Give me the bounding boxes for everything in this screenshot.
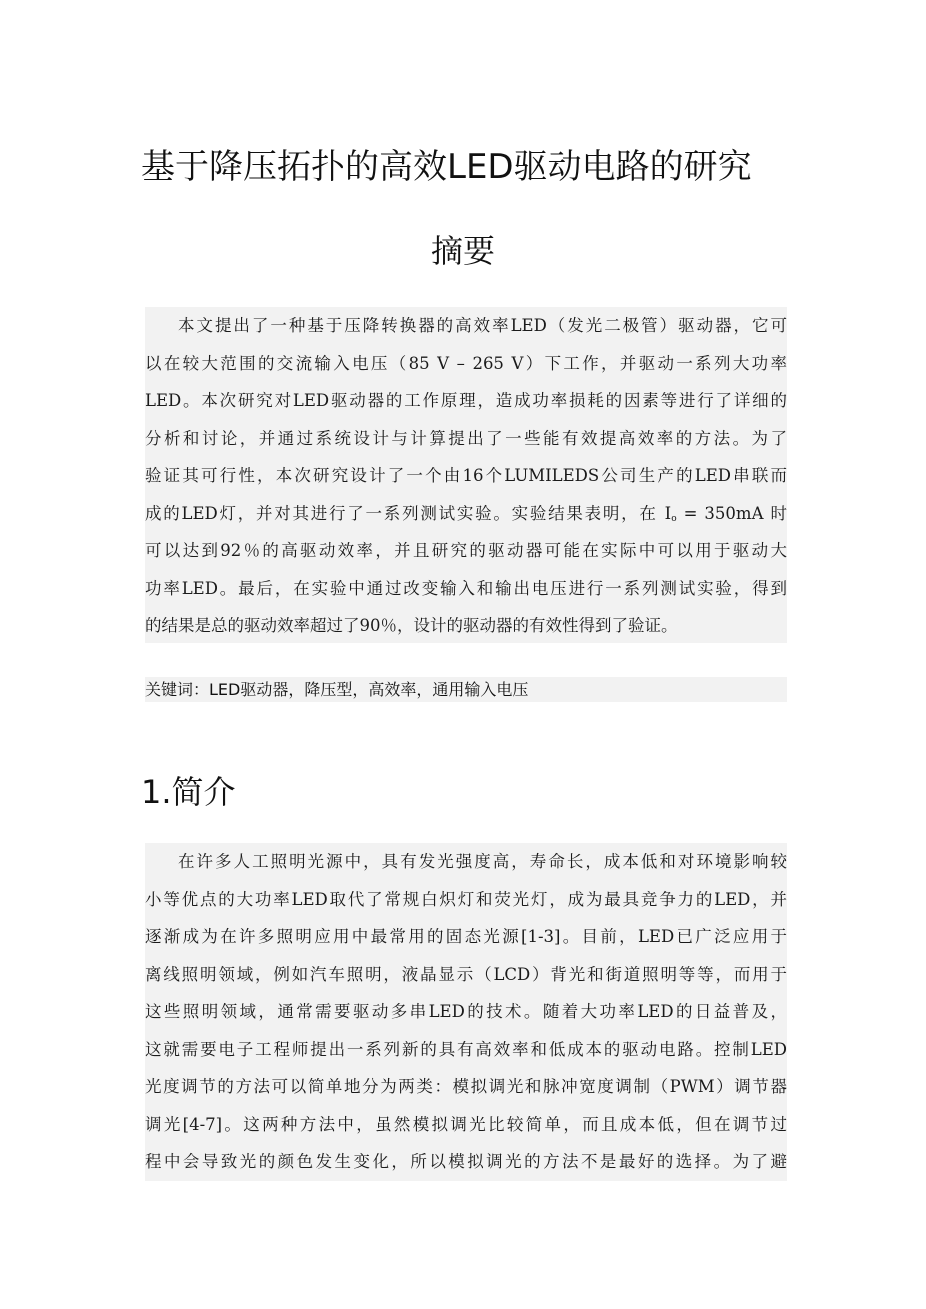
intro-line: 逐渐成为在许多照明应用中最常用的固态光源[1-3]。目前，LED已广泛应用于 [145,927,787,946]
abstract-line: 验证其可行性，本次研究设计了一个由16个LUMILEDS公司生产的LED串联而 [145,466,787,485]
intro-line: 程中会导致光的颜色发生变化，所以模拟调光的方法不是最好的选择。为了避 [145,1152,787,1171]
abstract-paragraph [145,307,787,645]
abstract-line: 可以达到92％的高驱动效率，并且研究的驱动器可能在实际中可以用于驱动大 [145,541,787,560]
intro-line: 在许多人工照明光源中，具有发光强度高，寿命长，成本低和对环境影响较 [178,852,787,871]
abstract-line: 以在较大范围的交流输入电压（85 V – 265 V）下工作，并驱动一系列大功率 [145,353,787,373]
abstract-line-text: 成的LED灯，并对其进行了一系列测试实验。实验结果表明，在 I [145,503,672,523]
intro-line: 光度调节的方法可以简单地分为两类：模拟调光和脉冲宽度调制（PWM）调节器 [145,1077,787,1096]
abstract-line-with-subscript [145,495,787,533]
introduction-paragraph [145,843,787,1181]
abstract-line: 本文提出了一种基于压降转换器的高效率LED（发光二极管）驱动器，它可 [178,316,787,335]
intro-line: 这些照明领域，通常需要驱动多串LED的技术。随着大功率LED的日益普及， [145,1002,787,1021]
abstract-line-tail: = 350mA 时 [676,503,787,523]
abstract-line: 的结果是总的驱动效率超过了90％，设计的驱动器的有效性得到了验证。 [145,616,678,635]
intro-line: 小等优点的大功率LED取代了常规白炽灯和荧光灯，成为最具竞争力的LED，并 [145,889,787,909]
abstract-line: LED。本次研究对LED驱动器的工作原理，造成功率损耗的因素等进行了详细的 [145,391,787,410]
intro-line: 这就需要电子工程师提出一系列新的具有高效率和低成本的驱动电路。控制LED [145,1039,787,1059]
abstract-line: 分析和讨论，并通过系统设计与计算提出了一些能有效提高效率的方法。为了 [145,428,787,448]
section-heading-introduction: 1.简介 [141,773,236,811]
keywords-line: 关键词：LED驱动器，降压型，高效率，通用输入电压 [145,677,787,702]
abstract-heading: 摘要 [430,232,495,270]
document-title: 基于降压拓扑的高效LED驱动电路的研究 [141,147,752,187]
abstract-line: 功率LED。最后，在实验中通过改变输入和输出电压进行一系列测试实验，得到 [145,578,787,598]
current-subscript: o [671,513,677,524]
intro-line: 调光[4-7]。这两种方法中，虽然模拟调光比较简单，而且成本低，但在调节过 [145,1114,787,1134]
intro-line: 离线照明领域，例如汽车照明，液晶显示（LCD）背光和街道照明等等，而用于 [145,964,787,984]
